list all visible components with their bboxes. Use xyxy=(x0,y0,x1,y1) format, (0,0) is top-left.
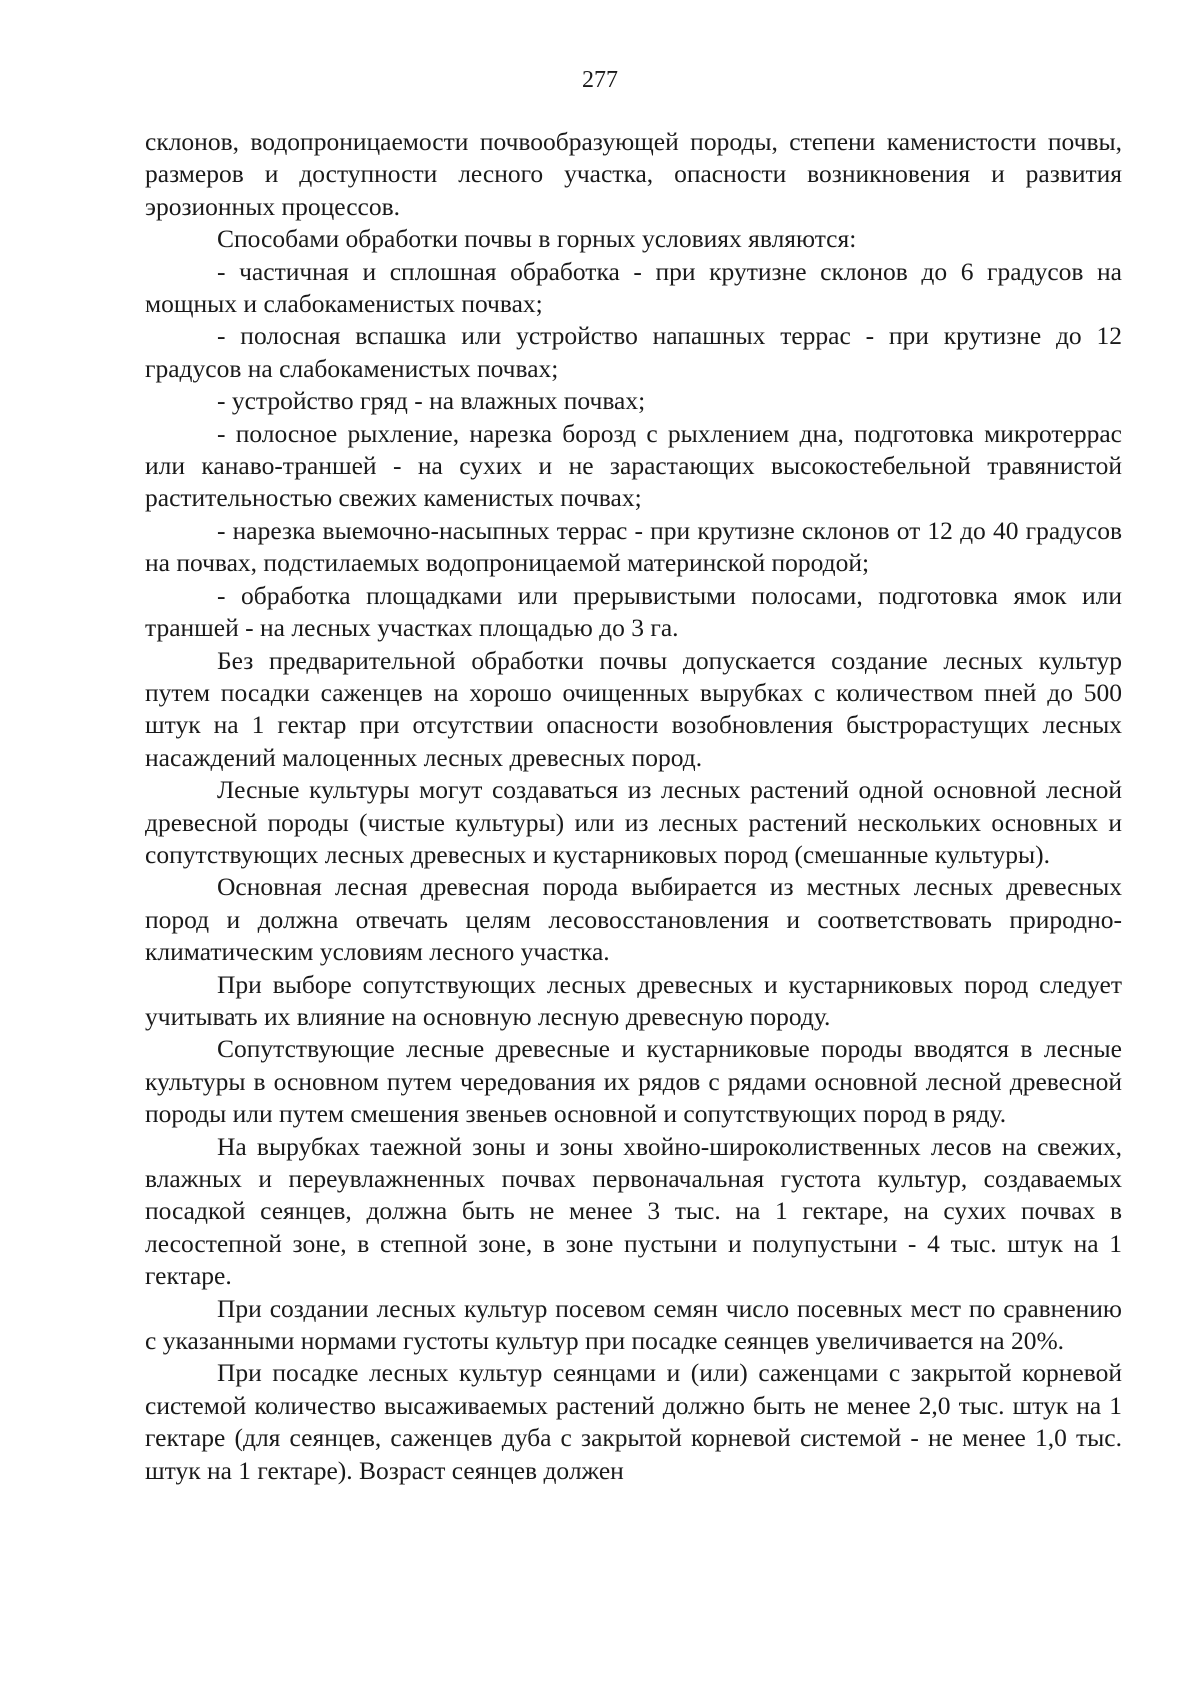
paragraph-soil-methods-intro: Способами обработки почвы в горных условиях являются: xyxy=(217,224,857,254)
page-number: 277 xyxy=(582,67,618,93)
list-item-plots-trenches: - обработка площадками или прерывистыми полосами, подготовка ямок или траншей - на лесных участках площадью до 3 га. xyxy=(145,580,1122,643)
list-item-strip-plowing: - полосная вспашка или устройство напашных террас - при крутизне до 12 градусов на слабокаменистых почвах; xyxy=(145,321,1122,383)
paragraph-continuation: склонов, водопроницаемости почвообразующей породы, степени каменистости почвы, размеров и доступности лесного участка, опасности возникновения и развития эрозионных процессов. xyxy=(145,127,1122,221)
document-body xyxy=(145,126,1122,1487)
paragraph-seeding-increase: При создании лесных культур посевом семян число посевных мест по сравнению с указанными нормами густоты культур при посадке сеянцев увеличивается на 20%. xyxy=(145,1293,1122,1356)
paragraph-planting-density: На вырубках таежной зоны и зоны хвойно-широколиственных лесов на свежих, влажных и переувлажненных почвах первоначальная густота культур, создаваемых посадкой сеянцев, должна быть не менее 3 тыс. на 1 гектаре, на сухих почвах в лесостепной зоне, в степной зоне, в зоне пустыни и полупустыни - 4 тыс. штук на 1 гектаре. xyxy=(145,1131,1122,1291)
list-item-ridges: - устройство гряд - на влажных почвах; xyxy=(217,386,646,416)
list-item-partial-continuous: - частичная и сплошная обработка - при крутизне склонов до 6 градусов на мощных и слабокаменистых почвах; xyxy=(145,256,1122,319)
paragraph-companion-introduction: Сопутствующие лесные древесные и кустарниковые породы вводятся в лесные культуры в основном путем чередования их рядов с рядами основной лесной древесной породы или путем смешения звеньев основной и сопутствующих пород в ряду. xyxy=(145,1034,1122,1129)
paragraph-no-preparation: Без предварительной обработки почвы допускается создание лесных культур путем посадки саженцев на хорошо очищенных вырубках с количеством пней до 500 штук на 1 гектар при отсутствии опасности возобновления быстрорастущих лесных насаждений малоценных лесных древесных пород. xyxy=(145,645,1122,772)
paragraph-main-species: Основная лесная древесная порода выбирается из местных лесных древесных пород и должна отвечать целям лесовосстановления и соответствовать природно-климатическим условиям лесного участка. xyxy=(145,872,1122,967)
paragraph-closed-root-planting: При посадке лесных культур сеянцами и (или) саженцами с закрытой корневой системой количество высаживаемых растений должно быть не менее 2,0 тыс. штук на 1 гектаре (для сеянцев, саженцев дуба с закрытой корневой системой - не менее 1,0 тыс. штук на 1 гектаре). Возраст сеянцев должен xyxy=(145,1358,1122,1485)
paragraph-forest-cultures: Лесные культуры могут создаваться из лесных растений одной основной лесной древесной породы (чистые культуры) или из лесных растений нескольких основных и сопутствующих лесных древесных и кустарниковых пород (смешанные культуры). xyxy=(145,775,1122,869)
paragraph-companion-choice: При выборе сопутствующих лесных древесных и кустарниковых пород следует учитывать их влияние на основную лесную древесную породу. xyxy=(145,969,1122,1031)
list-item-strip-loosening: - полосное рыхление, нарезка борозд с рыхлением дна, подготовка микротеррас или канаво-траншей - на сухих и не зарастающих высокостебельной травянистой растительностью свежих каменистых почвах; xyxy=(145,418,1122,513)
list-item-terraces: - нарезка выемочно-насыпных террас - при крутизне склонов от 12 до 40 градусов на почвах, подстилаемых водопроницаемой материнской породой; xyxy=(145,515,1122,578)
